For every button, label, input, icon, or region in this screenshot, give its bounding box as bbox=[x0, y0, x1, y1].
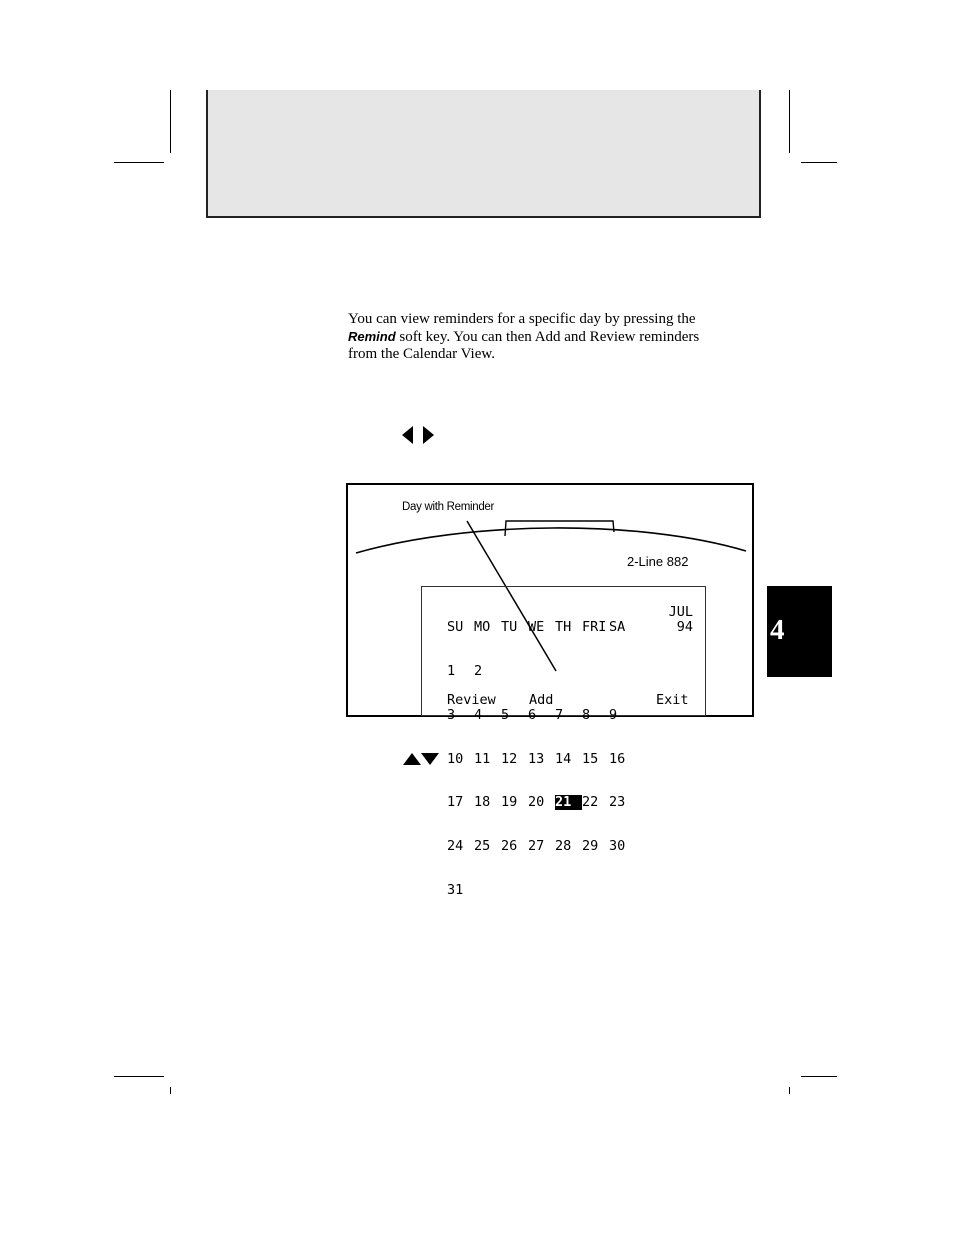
weekday-mo: MO bbox=[474, 619, 491, 636]
crop-mark bbox=[114, 162, 164, 163]
day-cell: 25 bbox=[474, 838, 491, 855]
day-cell: 6 bbox=[528, 706, 537, 723]
day-cell: 5 bbox=[501, 706, 510, 723]
day-cell: 9 bbox=[609, 706, 618, 723]
week-row bbox=[447, 883, 636, 898]
week-row bbox=[447, 664, 636, 679]
week-row bbox=[447, 795, 636, 810]
day-cell: 16 bbox=[609, 750, 626, 767]
day-cell: 12 bbox=[501, 750, 518, 767]
crop-mark bbox=[170, 1087, 171, 1094]
weekday-sa: SA bbox=[609, 619, 626, 636]
day-cell: 28 bbox=[555, 838, 572, 855]
day-cell: 7 bbox=[555, 706, 564, 723]
add-softkey: Add bbox=[529, 692, 554, 708]
day-cell: 31 bbox=[447, 881, 464, 898]
intro-line-3: from the Calendar View. bbox=[348, 346, 495, 362]
remind-soft-key: Remind bbox=[348, 329, 396, 344]
day-cell: 8 bbox=[582, 706, 591, 723]
year-label: 94 bbox=[676, 618, 693, 635]
month-label: JUL bbox=[668, 604, 693, 620]
weekday-fri: FRI bbox=[582, 619, 607, 636]
model-label: 2-Line 882 bbox=[627, 554, 689, 569]
crop-mark bbox=[789, 1087, 790, 1094]
day-cell: 13 bbox=[528, 750, 545, 767]
calendar-display bbox=[421, 586, 706, 898]
intro-paragraph bbox=[348, 311, 748, 363]
day-cell: 3 bbox=[447, 706, 456, 723]
week-row bbox=[447, 839, 636, 854]
day-cell: 17 bbox=[447, 794, 464, 811]
exit-softkey: Exit bbox=[656, 692, 689, 708]
crop-mark bbox=[170, 90, 171, 153]
crop-mark bbox=[789, 90, 790, 153]
day-cell: 26 bbox=[501, 838, 518, 855]
crop-mark bbox=[801, 162, 837, 163]
week-row bbox=[447, 752, 636, 767]
crop-mark bbox=[114, 1076, 164, 1077]
day-cell: 2 bbox=[474, 662, 483, 679]
day-cell: 22 bbox=[582, 794, 599, 811]
up-down-arrow-keys-icon bbox=[403, 753, 439, 765]
day-cell: 4 bbox=[474, 706, 483, 723]
day-cell: 20 bbox=[528, 794, 545, 811]
day-cell: 1 bbox=[447, 662, 456, 679]
week-row bbox=[447, 708, 636, 723]
header-box bbox=[206, 90, 761, 218]
intro-line-1: You can view reminders for a specific day by pressing the bbox=[348, 311, 696, 327]
day-cell: 24 bbox=[447, 838, 464, 855]
chapter-number: 4 bbox=[770, 614, 785, 646]
callout-label: Day with Reminder bbox=[402, 501, 495, 513]
review-softkey: Review bbox=[447, 692, 496, 708]
day-cell: 23 bbox=[609, 794, 626, 811]
day-cell: 18 bbox=[474, 794, 491, 811]
weekday-su: SU bbox=[447, 619, 464, 636]
weekday-header bbox=[447, 620, 636, 635]
day-cell: 10 bbox=[447, 750, 464, 767]
day-cell: 14 bbox=[555, 750, 572, 767]
day-cell: 15 bbox=[582, 750, 599, 767]
day-cell: 27 bbox=[528, 838, 545, 855]
day-cell: 11 bbox=[474, 750, 491, 767]
calendar-view-figure bbox=[346, 483, 754, 898]
crop-mark bbox=[801, 1076, 837, 1077]
weekday-tu: TU bbox=[501, 619, 518, 636]
calendar-grid bbox=[447, 591, 636, 927]
left-right-arrow-keys-icon bbox=[402, 426, 434, 444]
intro-line-2: soft key. You can then Add and Review reminders bbox=[395, 329, 700, 345]
weekday-th: TH bbox=[555, 619, 572, 636]
chapter-tab bbox=[767, 586, 832, 677]
day-cell: 19 bbox=[501, 794, 518, 811]
month-year-label bbox=[669, 605, 693, 634]
highlighted-day-cell: 21 bbox=[555, 795, 582, 810]
day-cell: 29 bbox=[582, 838, 599, 855]
weekday-we: WE bbox=[528, 619, 545, 636]
day-cell: 30 bbox=[609, 838, 626, 855]
